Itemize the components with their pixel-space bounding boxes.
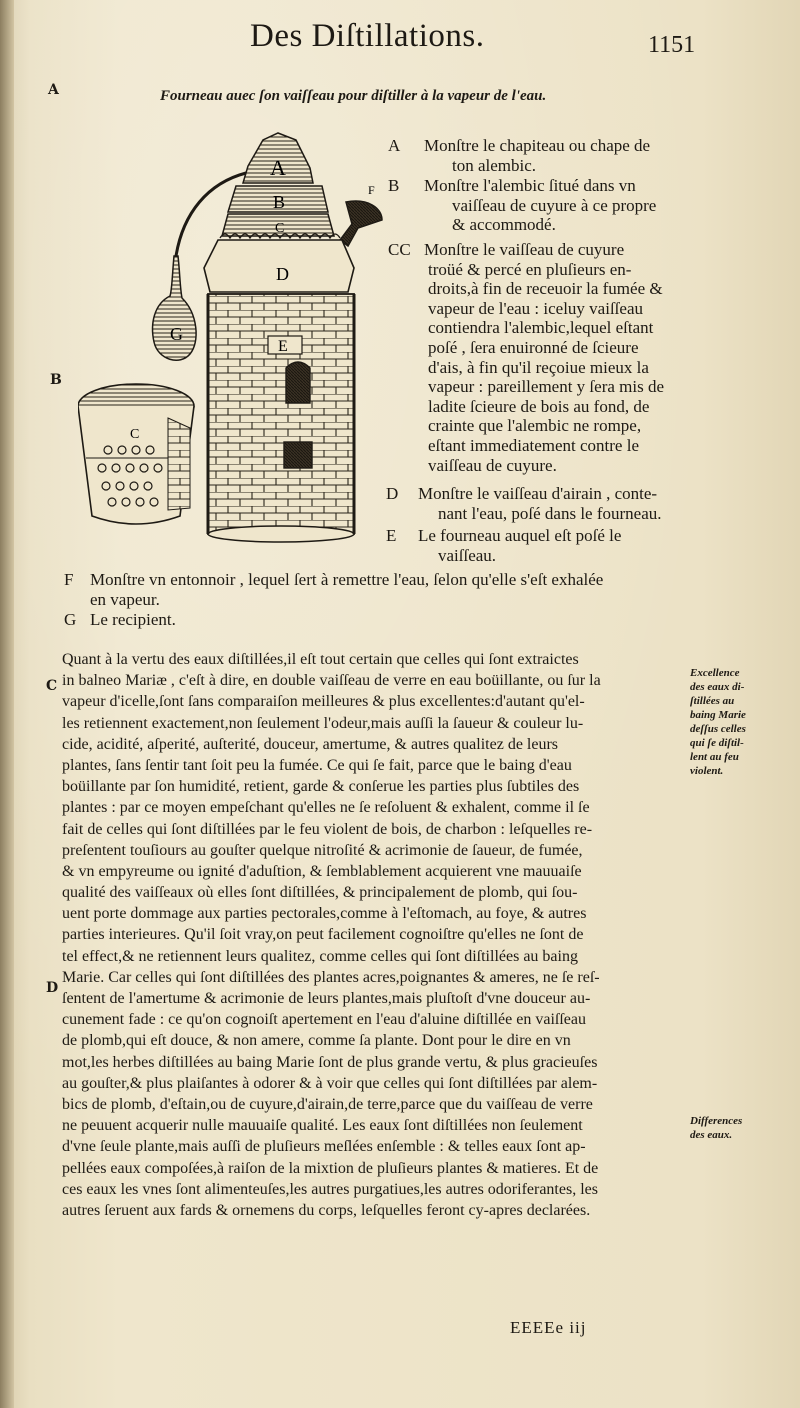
- margin-note-line: Excellence: [690, 667, 740, 679]
- margin-note-line: des eaux.: [690, 1129, 733, 1141]
- body-line: & vn empyreume ou ignité d'aduſtion, & ſemblablement acquierent vne mauuaiſe: [62, 862, 582, 880]
- body-line: cunement fade : ce qu'on cognoiſt apertement en l'eau d'aluine diſtillée en vaiſſeau: [62, 1011, 586, 1029]
- body-line: Marie. Car celles qui ſont diſtillées des plantes acres,poignantes & ameres, ne ſe reſ-: [62, 968, 600, 986]
- body-line: ne peuuent acquerir nulle mauuaiſe qualité. Les eaux ſont diſtillées non ſeulement: [62, 1117, 583, 1135]
- body-line: parties interieures. Qu'il ſoit vray,on peut facilement cognoiſtre qu'elles ne ſont de: [62, 926, 584, 944]
- figure-label-f: F: [368, 183, 375, 197]
- body-line: boüillante par ſon humidité, retient, garde & conſerue les parties plus ſubtiles des: [62, 778, 580, 796]
- margin-note-line: des eaux di-: [690, 681, 745, 693]
- margin-note-excellence: [690, 666, 746, 778]
- margin-note-line: violent.: [690, 765, 724, 777]
- body-text: [62, 649, 688, 1221]
- body-line: uent porte dommage aux parties pectorales,comme à l'eſtomach, au foye, & autres: [62, 905, 587, 923]
- catchword: EEEEe iij: [510, 1318, 587, 1337]
- body-line: au gouſter,& plus plaiſantes à odorer & à voir que celles qui ſont diſtillées par alem-: [62, 1074, 598, 1092]
- body-line: preſentent touſiours au gouſter quelque nitroſité & acrimonie de ſaueur, de fumée,: [62, 841, 583, 859]
- body-line: ſentent de l'amertume & acrimonie de leurs plantes,mais pluſtoſt d'vne douceur au-: [62, 990, 591, 1007]
- margin-note-differences: [690, 1114, 742, 1142]
- margin-note-line: ſtillées au: [690, 695, 735, 707]
- margin-letter-d: D: [46, 980, 59, 996]
- body-line: mot,les herbes diſtillées au baing Marie ſont de plus grande vertu, & plus gracieuſes: [62, 1053, 598, 1071]
- page-number: 1151: [648, 32, 696, 58]
- margin-note-line: deſſus celles: [690, 723, 746, 735]
- body-line: les retiennent exactement,non ſeulement l'odeur,mais auſſi la ſaueur & couleur lu-: [62, 714, 584, 732]
- body-line: plantes, ſans ſentir tant ſoit peu la fumée. Ce qui ſe fait, parce que le baing d'eau: [62, 756, 572, 774]
- body-line: fait de celles qui ſont diſtillées par le feu violent de bois, de charbon : leſquelles re-: [62, 820, 593, 838]
- figure-label-c: C: [275, 221, 285, 236]
- figure-label-d: D: [276, 264, 289, 284]
- running-head: Des Diſtillations.: [250, 18, 485, 54]
- figure-label-c2: C: [130, 427, 140, 442]
- margin-note-line: qui ſe diſtil-: [690, 737, 744, 749]
- body-line: Quant à la vertu des eaux diſtillées,il eſt tout certain que celles qui ſont extraictes: [62, 651, 579, 668]
- body-line: de plomb,qui eſt douce, & non amere, comme ſa plante. Dont pour le dire en vn: [62, 1032, 571, 1050]
- margin-note-line: baing Marie: [690, 709, 746, 721]
- figure-label-g: G: [170, 324, 183, 344]
- body-line: in balneo Mariæ , c'eſt à dire, en double vaiſſeau de verre en eau boüillante, ou ſur la: [62, 672, 601, 690]
- body-line: pellées eaux compoſées,à raiſon de la mixtion de pluſieurs plantes & matieres. Et de: [62, 1159, 599, 1177]
- figure-label-a: A: [270, 155, 286, 180]
- margin-note-line: Differences: [690, 1115, 743, 1127]
- margin-letter-b: B: [50, 372, 62, 388]
- body-line: vapeur d'icelle,ſont ſans comparaiſon meilleures & plus excellentes:d'autant qu'el-: [62, 693, 585, 711]
- body-line: plantes : par ce moyen empeſchant qu'elles ne ſe reſoluent & exhalent, comme il ſe: [62, 799, 590, 817]
- figure-label-b: B: [273, 192, 286, 212]
- signature-letter: A: [48, 82, 59, 98]
- figure-caption: Fourneau auec ſon vaiſſeau pour diſtiller à la vapeur de l'eau.: [160, 88, 547, 104]
- distillation-furnace-woodcut: [78, 128, 388, 558]
- margin-note-line: lent au feu: [690, 751, 739, 763]
- margin-letter-c: C: [46, 678, 58, 694]
- body-line: qualité des vaiſſeaux où elles ſont diſtillées, & principalement de plomb, qui ſou-: [62, 884, 578, 902]
- body-line: d'vne ſeule plante,mais auſſi de pluſieurs meſlées enſemble : & telles eaux ſont ap-: [62, 1138, 586, 1156]
- binding-shadow: [0, 0, 14, 1408]
- body-line: bics de plomb, d'eſtain,ou de cuyure,d'airain,de terre,parce que du vaiſſeau de verre: [62, 1095, 593, 1113]
- body-line: tel effect,& ne retiennent leurs qualitez, comme celles qui ſont diſtillées au baing: [62, 947, 578, 965]
- book-page: Des Diſtillations. 1151 A Fourneau auec ſon vaiſſeau pour diſtiller à la vapeur de l'eau. A B C F D E G C A Monſtre le chapiteau ou chape de ton alembic. B Monſtre l'alembic ſitué dans vn vaiſſeau de cuyure à ce propre & accommodé. CC Monſtre le vaiſſeau de cuyure troüé & percé en pluſieurs en- droits,à fin de receuoir la fumée & vapeur de l'eau : iceluy vaiſſeau contiendra l'alembic,lequel eſtant poſé , ſera enuironné de ſcieure d'ais, à fin qu'il reçoiue mieux la vapeur : pareillement y ſera mis de ladite ſcieure de bois au fond, de crainte que l'alembic ne rompe, eſtant immediatement contre le vaiſſeau de cuyure. D Monſtre le vaiſſeau d'airain , conte- nant l'eau, poſé dans le fourneau. E Le fourneau auquel eſt poſé le vaiſſeau. F Monſtre vn entonnoir , lequel ſert à remettre l'eau, ſelon qu'elle s'eſt exhalée en vapeur. G Le recipient. Quant à la vertu des eaux diſtillées,il eſt tout certain que celles qui ſont extraictes in balneo Mariæ , c'eſt à dire, en double vaiſſeau de verre en eau boüillante, ou ſur la vapeur d'icelle,ſont ſans comparaiſon meilleures & plus excellentes:d'autant qu'el- les retiennent exactement,non ſeulement l'odeur,mais auſſi la ſaueur & couleur lu- cide, acidité, aſperité, auſterité, douceur, amertume, & autres qualitez de leurs plantes, ſans ſentir tant ſoit peu la fumée. Ce qui ſe fait, parce que le baing d'eau boüillante par ſon humidité, retient, garde & conſerue les parties plus ſubtiles des plantes : par ce moyen empeſchant qu'elles ne ſe reſoluent & exhalent, comme il ſe fait de celles qui ſont diſtillées par le feu violent de bois, de charbon : leſquelles re- preſentent touſiours au gouſter quelque nitroſité & acrimonie de ſaueur, de fumée, & vn empyreume ou ignité d'aduſtion, & ſemblablement acquierent vne mauuaiſe qualité des vaiſſeaux où elles ſont diſtillées, & principalement de plomb, qui ſou- uent porte dommage aux parties pectorales,comme à l'eſtomach, au foye, & autres parties interieures. Qu'il ſoit vray,on peut facilement cognoiſtre qu'elles ne ſont de tel effect,& ne retiennent leurs qualitez, comme celles qui ſont diſtillées au baing Marie. Car celles qui ſont diſtillées des plantes acres,poignantes & ameres, ne ſe reſ- ſentent de l'amertume & acrimonie de leurs plantes,mais pluſtoſt d'vne douceur au- cunement fade : ce qu'on cognoiſt apertement en l'eau d'aluine diſtillée en vaiſſeau de plomb,qui eſt douce, & non amere, comme ſa plante. Dont pour le dire en vn mot,les herbes diſtillées au baing Marie ſont de plus grande vertu, & plus gracieuſes au gouſter,& plus plaiſantes à odorer & à voir que celles qui ſont diſtillées par alem- bics de plomb, d'eſtain,ou de cuyure,d'airain,de terre,parce que du vaiſſeau de verre ne peuuent acquerir nulle mauuaiſe qualité. Les eaux ſont diſtillées non ſeulement d'vne ſeule plante,mais auſſi de pluſieurs meſlées enſemble : & telles eaux ſont ap- pellées eaux compoſées,à raiſon de la mixtion de pluſieurs plantes & matieres. Et de ces eaux les vnes ſont alimenteuſes,les autres purgatiues,les autres odoriferantes, les autres ſeruent aux fards & ornemens du corps, leſquelles feront cy-apres declarées. Excellence des eaux di- ſtillées au baing Marie deſſus celles qui ſe diſtil- lent au feu violent. Differences des eaux. B C D EEEEe iij: [0, 0, 800, 1408]
- body-line: ces eaux les vnes ſont alimenteuſes,les autres purgatiues,les autres odoriferantes, les: [62, 1180, 598, 1198]
- body-line: autres ſeruent aux fards & ornemens du corps, leſquelles feront cy-apres declarées.: [62, 1201, 591, 1219]
- body-line: cide, acidité, aſperité, auſterité, douceur, amertume, & autres qualitez de leurs: [62, 735, 559, 753]
- figure-label-e: E: [278, 338, 288, 355]
